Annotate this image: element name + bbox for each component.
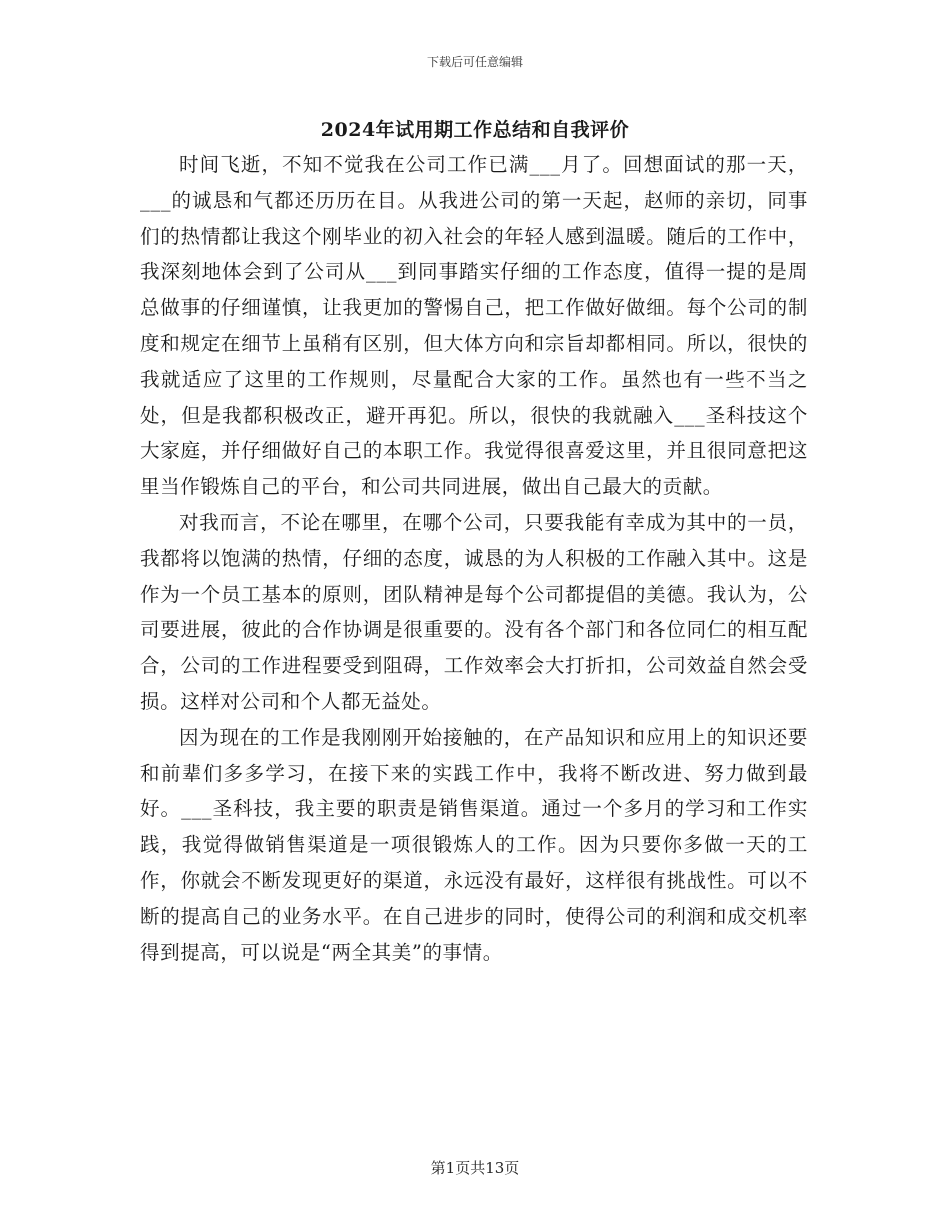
- paragraph-2: 对我而言，不论在哪里，在哪个公司，只要我能有幸成为其中的一员，我都将以饱满的热情，仔细的态度，诚恳的为人积极的工作融入其中。这是作为一个员工基本的原则，团队精神是每个公司都提倡的美德。我认为，公司要进展，彼此的合作协调是很重要的。没有各个部门和各位同仁的相互配合，公司的工作进程要受到阻碍，工作效率会大打折扣，公司效益自然会受损。这样对公司和个人都无益处。: [140, 510, 808, 713]
- paragraph-1: 时间飞逝，不知不觉我在公司工作已满___月了。回想面试的那一天，___的诚恳和气都还历历在目。从我进公司的第一天起，赵师的亲切，同事们的热情都让我这个刚毕业的初入社会的年轻人感到温暖。随后的工作中，我深刻地体会到了公司从___到同事踏实仔细的工作态度，值得一提的是周总做事的仔细谨慎，让我更加的警惕自己，把工作做好做细。每个公司的制度和规定在细节上虽稍有区别，但大体方向和宗旨却都相同。所以，很快的我就适应了这里的工作规则，尽量配合大家的工作。虽然也有一些不当之处，但是我都积极改正，避开再犯。所以，很快的我就融入___圣科技这个大家庭，并仔细做好自己的本职工作。我觉得很喜爱这里，并且很同意把这里当作锻炼自己的平台，和公司共同进展，做出自己最大的贡献。: [140, 153, 808, 499]
- document-title: 2024年试用期工作总结和自我评价: [320, 119, 630, 141]
- header-note: 下载后可任意编辑: [426, 55, 523, 69]
- document-body: [140, 147, 808, 970]
- paragraph-3: 因为现在的工作是我刚刚开始接触的，在产品知识和应用上的知识还要和前辈们多多学习，在接下来的实践工作中，我将不断改进、努力做到最好。___圣科技，我主要的职责是销售渠道。通过一个多月的学习和工作实践，我觉得做销售渠道是一项很锻炼人的工作。因为只要你多做一天的工作，你就会不断发现更好的渠道，永远没有最好，这样很有挑战性。可以不断的提高自己的业务水平。在自己进步的同时，使得公司的利润和成交机率得到提高，可以说是“两全其美”的事情。: [140, 725, 808, 964]
- page-footer: 第1页共13页: [430, 1159, 520, 1177]
